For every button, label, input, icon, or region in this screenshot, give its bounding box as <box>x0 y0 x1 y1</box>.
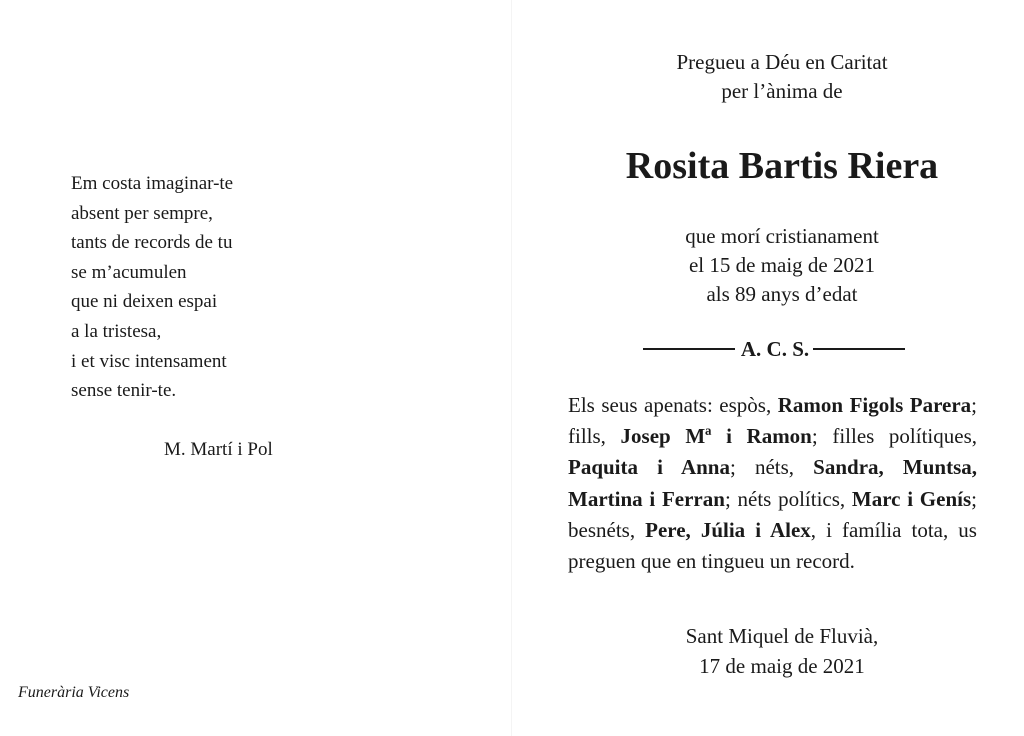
mourners-text: ; fills, <box>568 393 977 449</box>
acs-divider <box>624 334 924 364</box>
death-line: que morí cristianament <box>685 224 879 248</box>
poem-line: i et visc intensament <box>71 350 227 372</box>
death-line: el 15 de maig de 2021 <box>688 253 876 277</box>
poem-line: que ni deixen espai <box>71 291 218 313</box>
divider-line-right <box>813 348 905 350</box>
intro-line: per l’ànima de <box>721 79 843 103</box>
mourners-paragraph <box>568 390 977 577</box>
mourner-name-great-grandchildren: Pere, Júlia i Alex <box>645 517 811 542</box>
mourners-text: , i família tota, us preguen que en tingueu un record. <box>568 517 977 574</box>
divider-line-left <box>643 348 735 350</box>
acs-text: A. C. S. <box>740 336 810 361</box>
poem-line: tants de records de tu <box>71 232 233 254</box>
mourners-text: Els seus apenats: espòs, <box>568 393 778 417</box>
mourners-text: ; néts polítics, <box>724 486 852 511</box>
place-date <box>512 621 1024 681</box>
mourners-text: ; filles polítiques, <box>811 424 978 449</box>
poem-line: a la tristesa, <box>71 320 162 342</box>
poem <box>71 169 233 406</box>
right-page <box>512 0 1024 736</box>
date: 17 de maig de 2021 <box>699 654 865 678</box>
mourner-name-spouse: Ramon Figols Parera <box>777 393 972 417</box>
intro-prayer <box>512 48 1024 106</box>
deceased-name: Rosita Bartis Riera <box>625 145 939 187</box>
poem-line: Em costa imaginar-te <box>71 173 234 194</box>
poem-line: absent per sempre, <box>71 202 213 224</box>
mourner-name-sons: Josep Mª i Ramon <box>620 424 812 449</box>
death-line: als 89 anys d’edat <box>706 282 858 306</box>
intro-line: Pregueu a Déu en Caritat <box>676 50 888 74</box>
mourner-name-grandchildren-in-law: Marc i Genís <box>851 486 972 511</box>
funeral-home-name: Funerària Vicens <box>18 684 130 701</box>
mourner-name-grandchildren: Sandra, Muntsa, Martina i Ferran <box>568 455 978 511</box>
death-info <box>512 222 1024 309</box>
place: Sant Miquel de Fluvià, <box>685 624 879 648</box>
poem-line: sense tenir-te. <box>71 380 177 402</box>
mourners-text: ; besnéts, <box>568 486 977 542</box>
mourners-text: ; néts, <box>729 455 814 480</box>
poem-line: se m’acumulen <box>71 261 187 283</box>
mourner-name-daughters-in-law: Paquita i Anna <box>568 455 730 480</box>
poem-author: M. Martí i Pol <box>164 439 273 460</box>
